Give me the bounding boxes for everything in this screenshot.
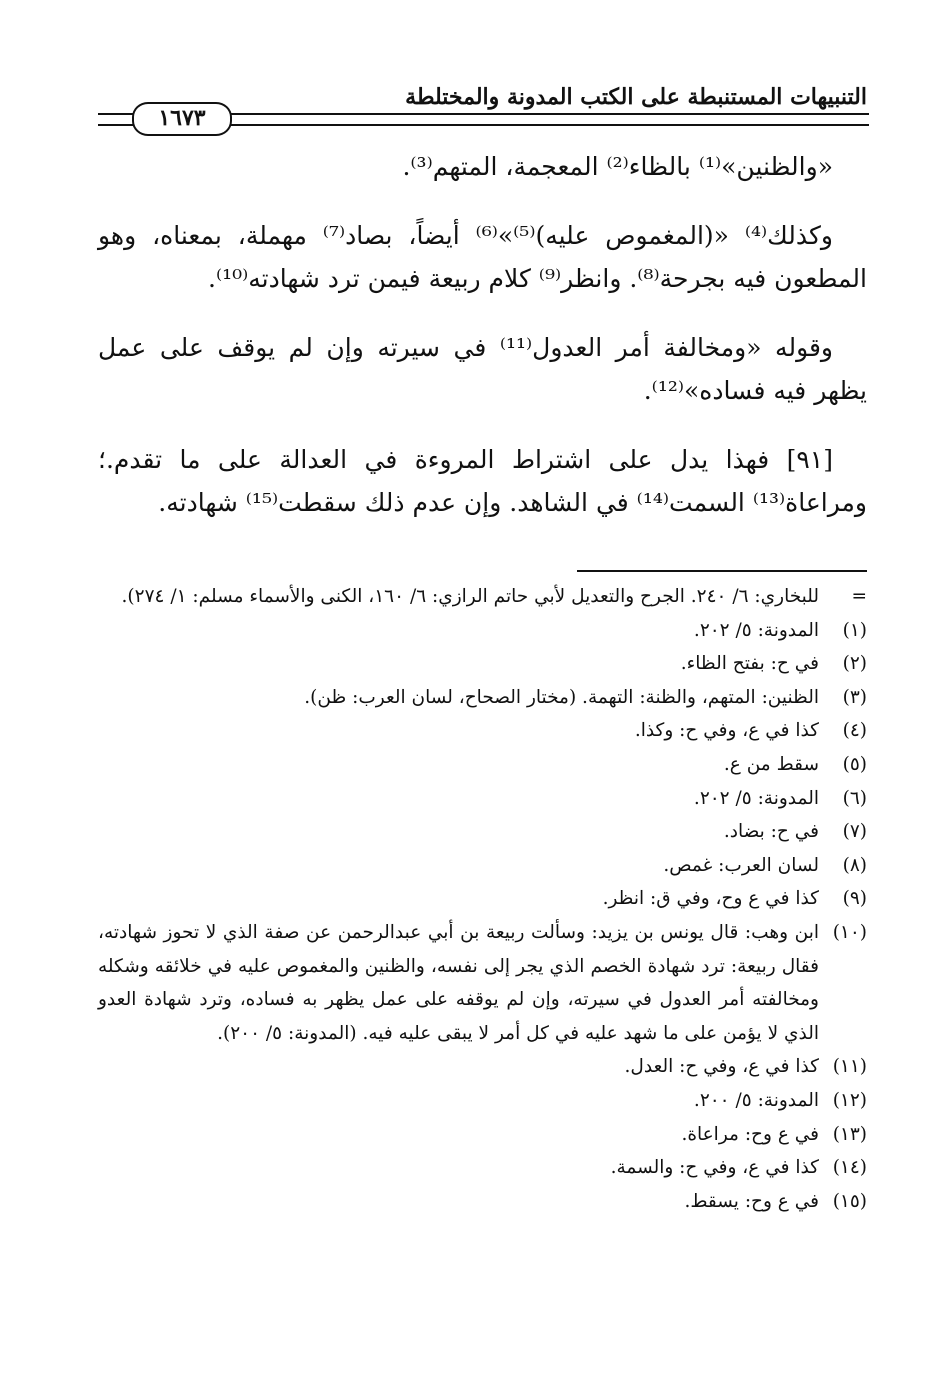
footnote-number: (١٣) [832,1123,867,1145]
footnote-text: المدونة: ٥/ ٢٠٠. [693,1089,819,1111]
paragraph: «والظنين»⁽¹⁾ بالظاء⁽²⁾ المعجمة، المتهم⁽³⁾. [402,152,833,181]
footnote-continuation [98,580,867,614]
footnote [98,1185,867,1219]
footnote [98,815,867,849]
footnote-text: ابن وهب: قال يونس بن يزيد: وسألت ربيعة بن أبي عبدالرحمن عن صفة الذي لا تحوز شهادته، فقال ربيعة: ترد شهادة الخصم الذي يجر إلى نفسه، والظنين والمغموص عليه في خلائقه وشكله ومخالفته أمر العدول في سيرته، وإن لم يوقفه على عمل يظهر به فساده، وترد شهادة العدو الذي لا يؤمن على ما شهد عليه في كل أمر لا يبقى عليه فيه. (المدونة: ٥/ ٢٠٠). [98,921,819,1044]
footnote-number: (١١) [832,1056,867,1078]
footnote-number: (٨) [842,854,867,876]
footnote-text: سقط من ع. [723,753,819,775]
footnote-text: في ع وح: مراعاة. [681,1123,819,1145]
footnote-text: كذا في ع، وفي ح: والسمة. [610,1157,819,1179]
footnote-number: (١٠) [832,921,867,943]
main-text [98,145,867,524]
footnote-separator [577,570,867,572]
footnote [98,1151,867,1185]
footnote [98,714,867,748]
footnote-text: كذا في ع، وفي ح: العدل. [624,1056,819,1078]
footnote-number: (١٥) [832,1190,867,1212]
footnote-text: الظنين: المتهم، والظنة: التهمة. (مختار الصحاح، لسان العرب: ظن). [304,686,819,708]
paragraph: وقوله «ومخالفة أمر العدول⁽¹¹⁾ في سيرته وإن لم يوقف على عمل يظهر فيه فساده»⁽¹²⁾. [98,333,867,405]
footnote-number: (١) [842,619,867,641]
page-number: ١٦٧٣ [132,102,232,136]
footnote-text: في ح: بضاد. [723,821,819,843]
footnote-number: (٢) [842,653,867,675]
footnote-number: (٤) [842,720,867,742]
footnote-number: (٧) [842,821,867,843]
footnote-number: (٦) [842,787,867,809]
footnote-number: (٣) [842,686,867,708]
continuation-marker: = [851,586,867,607]
footnote-number: (١٢) [832,1089,867,1111]
running-title: التنبيهات المستنبطة على الكتب المدونة والمختلطة [405,84,867,110]
paragraph: [٩١] فهذا يدل على اشتراط المروءة في العدالة على ما تقدم.؛ ومراعاة⁽¹³⁾ السمت⁽¹⁴⁾ في الشاهد. وإن عدم ذلك سقطت⁽¹⁵⁾ شهادته. [98,445,867,517]
footnote-text: في ح: بفتح الظاء. [680,653,819,675]
footnote [98,614,867,648]
footnote [98,782,867,816]
footnote-number: (١٤) [832,1157,867,1179]
footnote-text: كذا في ع، وفي ح: وكذا. [634,720,819,742]
paragraph: وكذلك⁽⁴⁾ «(المغموص عليه)⁽⁵⁾»⁽⁶⁾ أيضاً، بصاد⁽⁷⁾ مهملة، بمعناه، وهو المطعون فيه بجرحة⁽⁸⁾. وانظر⁽⁹⁾ كلام ربيعة فيمن ترد شهادته⁽¹⁰⁾. [98,221,867,293]
footnotes [98,580,867,1218]
footnote-text: في ع وح: يسقط. [684,1190,819,1212]
footnote-text: للبخاري: ٦/ ٢٤٠. الجرح والتعديل لأبي حاتم الرازي: ٦/ ١٦٠، الكنى والأسماء مسلم: ١/ ٢٧٤). [121,586,819,607]
footnote-text: لسان العرب: غمص. [663,854,819,876]
footnote [98,1084,867,1118]
footnote [98,681,867,715]
footnote [98,647,867,681]
footnote-number: (٥) [842,753,867,775]
footnote-number: (٩) [842,888,867,910]
footnote [98,748,867,782]
footnote [98,1050,867,1084]
footnote-text: المدونة: ٥/ ٢٠٢. [693,787,819,809]
footnote [98,849,867,883]
footnote [98,1118,867,1152]
footnote [98,916,867,1050]
footnote-text: المدونة: ٥/ ٢٠٢. [693,619,819,641]
footnote-text: كذا في ع وح، وفي ق: انظر. [602,888,819,910]
footnote [98,882,867,916]
